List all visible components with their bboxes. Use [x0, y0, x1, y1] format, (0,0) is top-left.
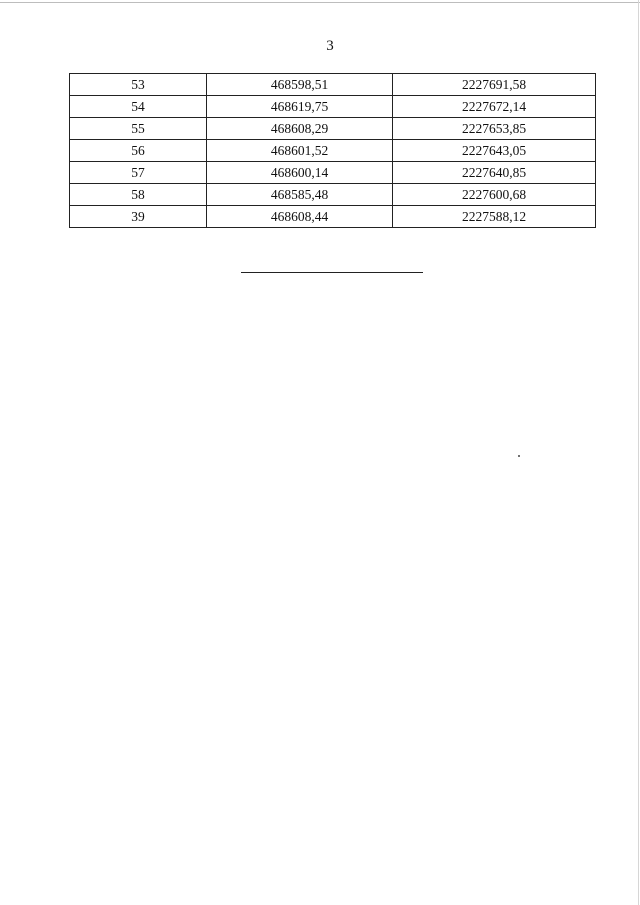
y-coordinate-cell: 2227588,12 [393, 206, 596, 228]
x-coordinate-cell: 468600,14 [207, 162, 393, 184]
coordinates-table [69, 73, 596, 228]
point-number-cell: 54 [70, 96, 207, 118]
page-number: 3 [326, 38, 334, 54]
scan-top-edge [0, 2, 640, 3]
y-coordinate-cell: 2227653,85 [393, 118, 596, 140]
end-of-document-rule [241, 272, 423, 273]
point-number-cell: 57 [70, 162, 207, 184]
scan-right-edge [638, 0, 639, 905]
x-coordinate-cell: 468619,75 [207, 96, 393, 118]
x-coordinate-cell: 468598,51 [207, 74, 393, 96]
x-coordinate-cell: 468608,29 [207, 118, 393, 140]
y-coordinate-cell: 2227640,85 [393, 162, 596, 184]
scan-speck [518, 455, 520, 457]
table-row [70, 96, 596, 118]
table-row [70, 206, 596, 228]
x-coordinate-cell: 468601,52 [207, 140, 393, 162]
table-row [70, 74, 596, 96]
table-row [70, 184, 596, 206]
point-number-cell: 55 [70, 118, 207, 140]
y-coordinate-cell: 2227672,14 [393, 96, 596, 118]
point-number-cell: 39 [70, 206, 207, 228]
x-coordinate-cell: 468585,48 [207, 184, 393, 206]
point-number-cell: 53 [70, 74, 207, 96]
point-number-cell: 56 [70, 140, 207, 162]
y-coordinate-cell: 2227600,68 [393, 184, 596, 206]
x-coordinate-cell: 468608,44 [207, 206, 393, 228]
table-row [70, 118, 596, 140]
table-row [70, 140, 596, 162]
y-coordinate-cell: 2227643,05 [393, 140, 596, 162]
y-coordinate-cell: 2227691,58 [393, 74, 596, 96]
table-row [70, 162, 596, 184]
point-number-cell: 58 [70, 184, 207, 206]
